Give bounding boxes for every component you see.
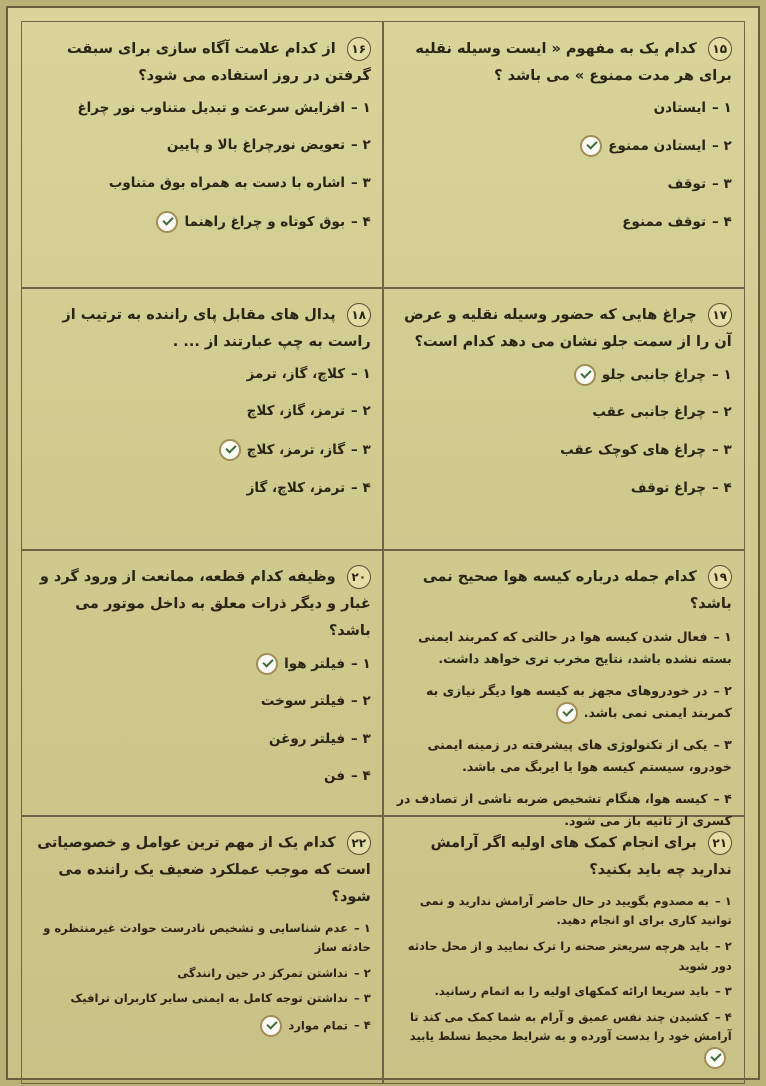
option-text: کیسه هوا، هنگام تشخیص ضربه ناشی از تصادف در کسری از ثانیه باز می شود. bbox=[396, 790, 732, 828]
question-body: پدال های مقابل پای راننده به ترتیب از راست به چپ عبارتند از ... . bbox=[62, 307, 371, 351]
option-text: تعویض نورچراغ بالا و پایین bbox=[166, 137, 346, 154]
question-number: ۱۷ bbox=[708, 303, 732, 327]
option-list bbox=[32, 919, 371, 1037]
option-text: افزایش سرعت و تبدیل متناوب نور چراغ bbox=[77, 99, 346, 116]
question-22 bbox=[21, 815, 384, 1083]
option-text: چراغ های کوچک عقب bbox=[560, 442, 707, 459]
option-number: ۲ – bbox=[351, 137, 371, 154]
option-number: ۲ – bbox=[714, 938, 732, 953]
check-circle-icon bbox=[219, 439, 241, 461]
option-4[interactable] bbox=[32, 1015, 371, 1037]
check-circle-icon bbox=[580, 135, 602, 157]
option-list bbox=[393, 626, 732, 832]
option-1[interactable] bbox=[393, 626, 732, 670]
option-3[interactable] bbox=[32, 439, 371, 462]
option-1[interactable] bbox=[393, 892, 732, 931]
check-circle-icon bbox=[156, 211, 178, 233]
question-number: ۲۰ bbox=[347, 565, 371, 589]
option-number: ۲ – bbox=[712, 138, 732, 155]
option-number: ۳ – bbox=[353, 991, 371, 1006]
option-text: باید سریعا ارائه کمکهای اولیه را به اتمام رسانید. bbox=[434, 984, 709, 999]
option-number: ۴ – bbox=[712, 213, 732, 230]
option-text: گاز، ترمز، کلاچ bbox=[246, 442, 346, 459]
option-4[interactable] bbox=[393, 212, 732, 234]
option-3[interactable] bbox=[32, 729, 371, 751]
option-text: به مصدوم بگویید در حال حاضر آرامش ندارید و نمی توانید کاری برای او انجام دهید. bbox=[419, 893, 732, 928]
question-20 bbox=[21, 549, 384, 817]
option-text: فیلتر سوخت bbox=[260, 693, 346, 710]
question-18 bbox=[21, 287, 384, 551]
option-number: ۱ – bbox=[351, 655, 371, 672]
option-text: یکی از تکنولوژی های پیشرفته در زمینه ایمنی خودرو، سیستم کیسه هوا یا ایربگ می باشد. bbox=[427, 737, 732, 774]
option-text: فیلتر روغن bbox=[269, 730, 346, 747]
option-text: چراغ توقف bbox=[630, 479, 707, 496]
option-number: ۴ – bbox=[353, 1018, 371, 1033]
option-2[interactable] bbox=[32, 964, 371, 984]
question-body: کدام یک به مفهوم « ایست وسیله نقلیه برای هر مدت ممنوع » می باشد ؟ bbox=[415, 41, 732, 85]
option-text: عدم شناسایی و تشخیص نادرست حوادث غیرمنتظره و حادثه ساز bbox=[43, 920, 371, 955]
option-text: توقف ممنوع bbox=[622, 213, 707, 230]
option-list bbox=[32, 364, 371, 499]
option-4[interactable] bbox=[32, 766, 371, 788]
option-1[interactable] bbox=[32, 919, 371, 958]
option-number: ۱ – bbox=[713, 628, 732, 644]
question-body: چراغ هایی که حضور وسیله نقلیه و عرض آن را از سمت جلو نشان می دهد کدام است؟ bbox=[404, 307, 732, 351]
question-body: از کدام علامت آگاه سازی برای سبقت گرفتن در روز استفاده می شود؟ bbox=[66, 41, 371, 85]
option-number: ۲ – bbox=[712, 404, 732, 421]
question-15 bbox=[382, 21, 745, 289]
question-number: ۲۱ bbox=[708, 831, 732, 855]
option-1[interactable] bbox=[32, 653, 371, 676]
option-number: ۳ – bbox=[712, 176, 732, 193]
option-number: ۴ – bbox=[712, 479, 732, 496]
option-number: ۴ – bbox=[713, 790, 732, 806]
option-list bbox=[393, 98, 732, 233]
question-number: ۲۲ bbox=[347, 831, 371, 855]
option-text: چراغ جانبی جلو bbox=[601, 366, 707, 383]
option-2[interactable] bbox=[32, 691, 371, 713]
check-circle-icon bbox=[574, 364, 596, 386]
option-text: ایستادن ممنوع bbox=[608, 138, 707, 155]
option-3[interactable] bbox=[393, 734, 732, 778]
option-number: ۱ – bbox=[353, 920, 371, 935]
question-body: کدام یک از مهم ترین عوامل و خصوصیاتی است که موجب عملکرد ضعیف یک راننده می شود؟ bbox=[37, 835, 371, 905]
check-circle-icon bbox=[260, 1015, 282, 1037]
question-text bbox=[32, 36, 371, 90]
option-1[interactable] bbox=[32, 364, 371, 386]
question-text bbox=[32, 564, 371, 644]
option-4[interactable] bbox=[393, 478, 732, 500]
option-number: ۳ – bbox=[712, 442, 732, 459]
option-2[interactable] bbox=[393, 135, 732, 158]
question-body: وظیفه کدام قطعه، ممانعت از ورود گرد و غبار و دیگر ذرات معلق به داخل موتور می باشد؟ bbox=[39, 569, 371, 639]
option-number: ۲ – bbox=[353, 965, 371, 980]
question-text bbox=[32, 302, 371, 356]
option-list bbox=[393, 892, 732, 1069]
option-number: ۱ – bbox=[712, 366, 732, 383]
option-text: کشیدن چند نفس عمیق و آرام به شما کمک می کند تا آرامش خود را بدست آورده و به شرایط محیط تسلط یابید bbox=[409, 1009, 732, 1044]
option-2[interactable] bbox=[393, 680, 732, 724]
option-text: تمام موارد bbox=[288, 1018, 348, 1033]
option-text: فعال شدن کیسه هوا در حالتی که کمربند ایمنی بسته نشده باشد، نتایج مخرب تری خواهد داشت. bbox=[418, 628, 732, 666]
question-number: ۱۹ bbox=[708, 565, 732, 589]
question-text bbox=[393, 302, 732, 356]
option-2[interactable] bbox=[393, 402, 732, 424]
option-number: ۴ – bbox=[351, 768, 371, 785]
option-number: ۲ – bbox=[713, 682, 732, 698]
exam-sheet bbox=[6, 6, 760, 1080]
question-text bbox=[393, 830, 732, 884]
option-2[interactable] bbox=[393, 937, 732, 976]
option-number: ۴ – bbox=[351, 479, 371, 496]
option-list bbox=[393, 364, 732, 499]
question-text bbox=[393, 36, 732, 90]
option-text: فیلتر هوا bbox=[284, 655, 346, 672]
option-number: ۱ – bbox=[714, 893, 732, 908]
option-3[interactable] bbox=[393, 174, 732, 196]
option-text: نداشتن تمرکز در حین رانندگی bbox=[177, 965, 348, 980]
question-number: ۱۵ bbox=[708, 37, 732, 61]
option-2[interactable] bbox=[32, 135, 371, 157]
option-3[interactable] bbox=[32, 173, 371, 195]
option-text: نداشتن توجه کامل به ایمنی سایر کاربران ترافیک bbox=[70, 991, 348, 1006]
question-19 bbox=[382, 549, 745, 828]
option-number: ۳ – bbox=[714, 984, 732, 999]
question-number: ۱۶ bbox=[347, 37, 371, 61]
question-body: کدام جمله درباره کیسه هوا صحیح نمی باشد؟ bbox=[422, 569, 732, 613]
option-number: ۳ – bbox=[351, 442, 371, 459]
option-number: ۴ – bbox=[714, 1009, 732, 1024]
option-number: ۱ – bbox=[351, 99, 371, 116]
option-number: ۳ – bbox=[351, 730, 371, 747]
option-text: ترمز، گاز، کلاچ bbox=[246, 403, 346, 420]
option-2[interactable] bbox=[32, 401, 371, 423]
option-list bbox=[32, 98, 371, 233]
option-1[interactable] bbox=[393, 98, 732, 120]
option-number: ۱ – bbox=[351, 365, 371, 382]
option-number: ۳ – bbox=[713, 737, 732, 752]
question-21 bbox=[382, 815, 745, 1083]
option-text: بوق کوتاه و چراغ راهنما bbox=[184, 213, 346, 230]
check-circle-icon bbox=[256, 653, 278, 675]
option-text: اشاره با دست به همراه بوق متناوب bbox=[108, 175, 346, 192]
question-17 bbox=[382, 287, 745, 551]
option-number: ۴ – bbox=[351, 213, 371, 230]
option-text: باید هرچه سریعتر صحنه را ترک نمایید و از محل حادثه دور شوید bbox=[407, 938, 732, 973]
option-4[interactable] bbox=[32, 211, 371, 234]
option-number: ۳ – bbox=[351, 175, 371, 192]
option-3[interactable] bbox=[32, 989, 371, 1009]
check-circle-icon bbox=[556, 702, 578, 724]
option-1[interactable] bbox=[393, 364, 732, 387]
option-1[interactable] bbox=[32, 98, 371, 120]
check-circle-icon bbox=[704, 1047, 726, 1069]
question-16 bbox=[21, 21, 384, 289]
option-number: ۲ – bbox=[351, 403, 371, 420]
option-text: ایستادن bbox=[653, 99, 707, 116]
option-3[interactable] bbox=[393, 982, 732, 1002]
option-text: کلاچ، گاز، ترمز bbox=[246, 365, 346, 382]
question-number: ۱۸ bbox=[347, 303, 371, 327]
option-list bbox=[32, 653, 371, 788]
option-text: توقف bbox=[667, 176, 707, 193]
option-4[interactable] bbox=[393, 1008, 732, 1069]
option-text: چراغ جانبی عقب bbox=[592, 404, 707, 421]
question-body: برای انجام کمک های اولیه اگر آرامش ندارید چه باید بکنید؟ bbox=[430, 835, 732, 879]
question-grid bbox=[22, 22, 744, 1070]
option-number: ۱ – bbox=[712, 99, 732, 116]
option-4[interactable] bbox=[32, 478, 371, 500]
option-text: فن bbox=[324, 768, 346, 785]
question-text bbox=[393, 564, 732, 618]
option-3[interactable] bbox=[393, 440, 732, 462]
option-text: ترمز، کلاچ، گاز bbox=[246, 479, 346, 496]
question-text bbox=[32, 830, 371, 910]
option-text: در خودروهای مجهز به کیسه هوا دیگر نیازی به کمربند ایمنی نمی باشد. bbox=[425, 682, 732, 720]
option-number: ۲ – bbox=[351, 693, 371, 710]
